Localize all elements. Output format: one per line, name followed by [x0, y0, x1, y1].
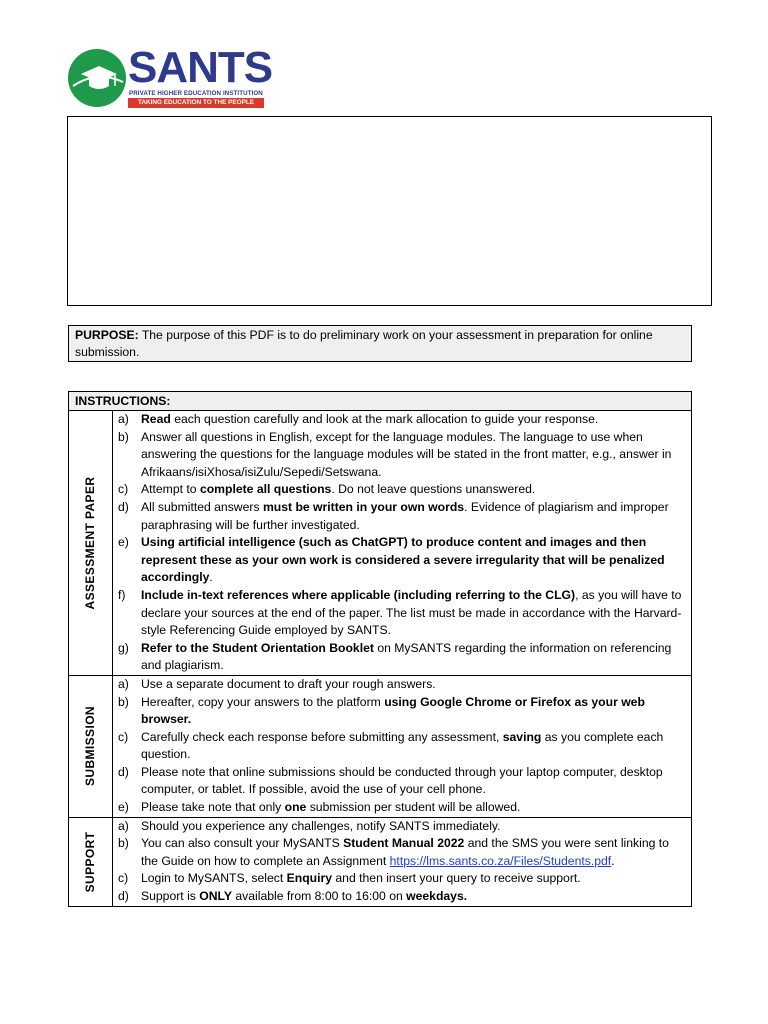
logo-tagline: TAKING EDUCATION TO THE PEOPLE — [128, 98, 264, 108]
item-letter: c) — [118, 482, 129, 497]
text-run: available from 8:00 to 16:00 on — [232, 889, 407, 904]
item-text — [141, 764, 685, 799]
purpose-box — [68, 325, 692, 362]
bold-text: Student Manual 2022 — [343, 836, 465, 851]
item-text — [141, 818, 685, 836]
list-item — [118, 764, 685, 799]
logo-subtitle: PRIVATE HIGHER EDUCATION INSTITUTION — [129, 90, 263, 97]
bold-text: Refer to the Student Orientation Booklet — [141, 640, 374, 655]
bold-text: using Google Chrome or Firefox as your web browser. — [141, 694, 645, 727]
item-letter: d) — [118, 889, 129, 904]
item-text — [141, 676, 685, 694]
section-label-cell — [69, 818, 113, 906]
text-run: Please take note that only — [141, 800, 285, 815]
bold-text: must be written in your own words — [262, 499, 465, 514]
list-item — [118, 534, 685, 587]
blank-header-box — [67, 116, 712, 306]
list-item — [118, 499, 685, 534]
list-item — [118, 729, 685, 764]
item-text — [141, 694, 685, 729]
item-text — [141, 888, 685, 906]
purpose-label: PURPOSE: — [75, 328, 139, 342]
text-run: Login to MySANTS, select — [141, 871, 287, 886]
text-run: You can also consult your MySANTS — [141, 836, 344, 851]
list-item — [118, 888, 685, 906]
list-item — [118, 411, 685, 429]
item-letter: c) — [118, 729, 129, 744]
text-run: Please note that online submissions should be conducted through your laptop computer, desktop computer, or tablet. If possible, avoid the use of your cell phone. — [141, 764, 663, 797]
text-run: Hereafter, copy your answers to the platform — [141, 694, 385, 709]
item-letter: f) — [118, 587, 126, 602]
text-run: and the SMS you were sent linking to the Guide on how to complete an Assignment — [141, 836, 669, 868]
item-text — [141, 429, 685, 482]
section-items — [113, 818, 691, 906]
bold-text: Enquiry — [286, 871, 333, 886]
text-run: on MySANTS regarding the information on referencing and plagiarism. — [141, 640, 672, 673]
text-run: Answer all questions in English, except for the language modules. The language to use when answering the questions for the language modules will be stated in the front matter, e.g., answer in Afrikaans/isiXhosa/isiZulu/Sepedi/Setswana. — [141, 429, 672, 479]
instructions-heading: INSTRUCTIONS: — [69, 392, 691, 411]
text-run: . — [611, 853, 615, 868]
graduation-cap-icon — [67, 48, 127, 108]
list-item — [118, 676, 685, 694]
text-run: Use a separate document to draft your rough answers. — [141, 676, 436, 691]
text-run: . Do not leave questions unanswered. — [331, 482, 536, 497]
section-title: SUPPORT — [82, 831, 97, 893]
bold-text: one — [284, 800, 307, 815]
instructions-section — [69, 818, 691, 906]
item-text — [141, 799, 685, 817]
instructions-table — [68, 391, 692, 907]
bold-text: complete all questions — [199, 482, 332, 497]
text-run: each question carefully and look at the mark allocation to guide your response. — [170, 412, 599, 426]
list-item — [118, 870, 685, 888]
bold-text: Read — [141, 412, 171, 426]
bold-text: saving — [502, 729, 542, 744]
item-text — [141, 411, 685, 429]
item-letter: e) — [118, 535, 129, 550]
text-run: . Evidence of plagiarism and improper paraphrasing will be further investigated. — [141, 499, 669, 532]
item-letter: c) — [118, 871, 129, 886]
item-text — [141, 587, 685, 640]
text-run: as you complete each question. — [141, 729, 664, 762]
list-item — [118, 799, 685, 817]
item-letter: e) — [118, 800, 129, 815]
section-title: ASSESSMENT PAPER — [82, 476, 97, 610]
text-run: , as you will have to declare your sources at the end of the paper. The list must be made in accordance with the Harvard-style Referencing Guide employed by SANTS. — [141, 587, 682, 638]
list-item — [118, 481, 685, 499]
section-label-cell — [69, 676, 113, 817]
bold-text: weekdays. — [406, 889, 468, 904]
text-run: and then insert your query to receive support. — [332, 871, 581, 886]
section-title: SUBMISSION — [82, 706, 97, 787]
item-letter: a) — [118, 676, 129, 691]
section-items — [113, 411, 691, 675]
item-text — [141, 835, 685, 870]
bold-text: Include in-text references where applicable (including referring to the CLG) — [141, 587, 576, 602]
list-item — [118, 818, 685, 836]
text-run: Attempt to — [141, 482, 200, 497]
list-item — [118, 694, 685, 729]
sants-logo — [67, 43, 273, 110]
text-run: Support is — [141, 889, 200, 904]
item-text — [141, 640, 685, 675]
item-text — [141, 534, 685, 587]
text-run: All submitted answers — [141, 499, 263, 514]
list-item — [118, 835, 685, 870]
instructions-section — [69, 676, 691, 818]
section-items — [113, 676, 691, 817]
bold-text: ONLY — [199, 889, 233, 904]
text-run: . — [209, 570, 213, 585]
item-letter: d) — [118, 499, 129, 514]
item-letter: g) — [118, 640, 129, 655]
item-letter: b) — [118, 836, 129, 851]
instructions-section — [69, 411, 691, 676]
list-item — [118, 429, 685, 482]
item-text — [141, 499, 685, 534]
text-run: submission per student will be allowed. — [306, 800, 521, 815]
item-letter: d) — [118, 764, 129, 779]
bold-text: Using artificial intelligence (such as ChatGPT) to produce content and images and then represent these as your own work is considered a severe irregularity that will be penalized accordingly — [141, 535, 665, 585]
item-letter: b) — [118, 429, 129, 444]
list-item — [118, 640, 685, 675]
text-run: Carefully check each response before submitting any assessment, — [141, 729, 503, 744]
section-label-cell — [69, 411, 113, 675]
text-run: Should you experience any challenges, notify SANTS immediately. — [141, 818, 501, 833]
logo-wordmark: SANTS — [128, 43, 273, 92]
item-letter: b) — [118, 694, 129, 709]
item-text — [141, 481, 685, 499]
item-letter: a) — [118, 818, 129, 833]
purpose-text: The purpose of this PDF is to do preliminary work on your assessment in preparation for online submission. — [75, 328, 653, 359]
item-letter: a) — [118, 412, 129, 426]
list-item — [118, 587, 685, 640]
item-text — [141, 870, 685, 888]
item-text — [141, 729, 685, 764]
students-guide-link[interactable]: https://lms.sants.co.za/Files/Students.pdf — [389, 853, 612, 868]
